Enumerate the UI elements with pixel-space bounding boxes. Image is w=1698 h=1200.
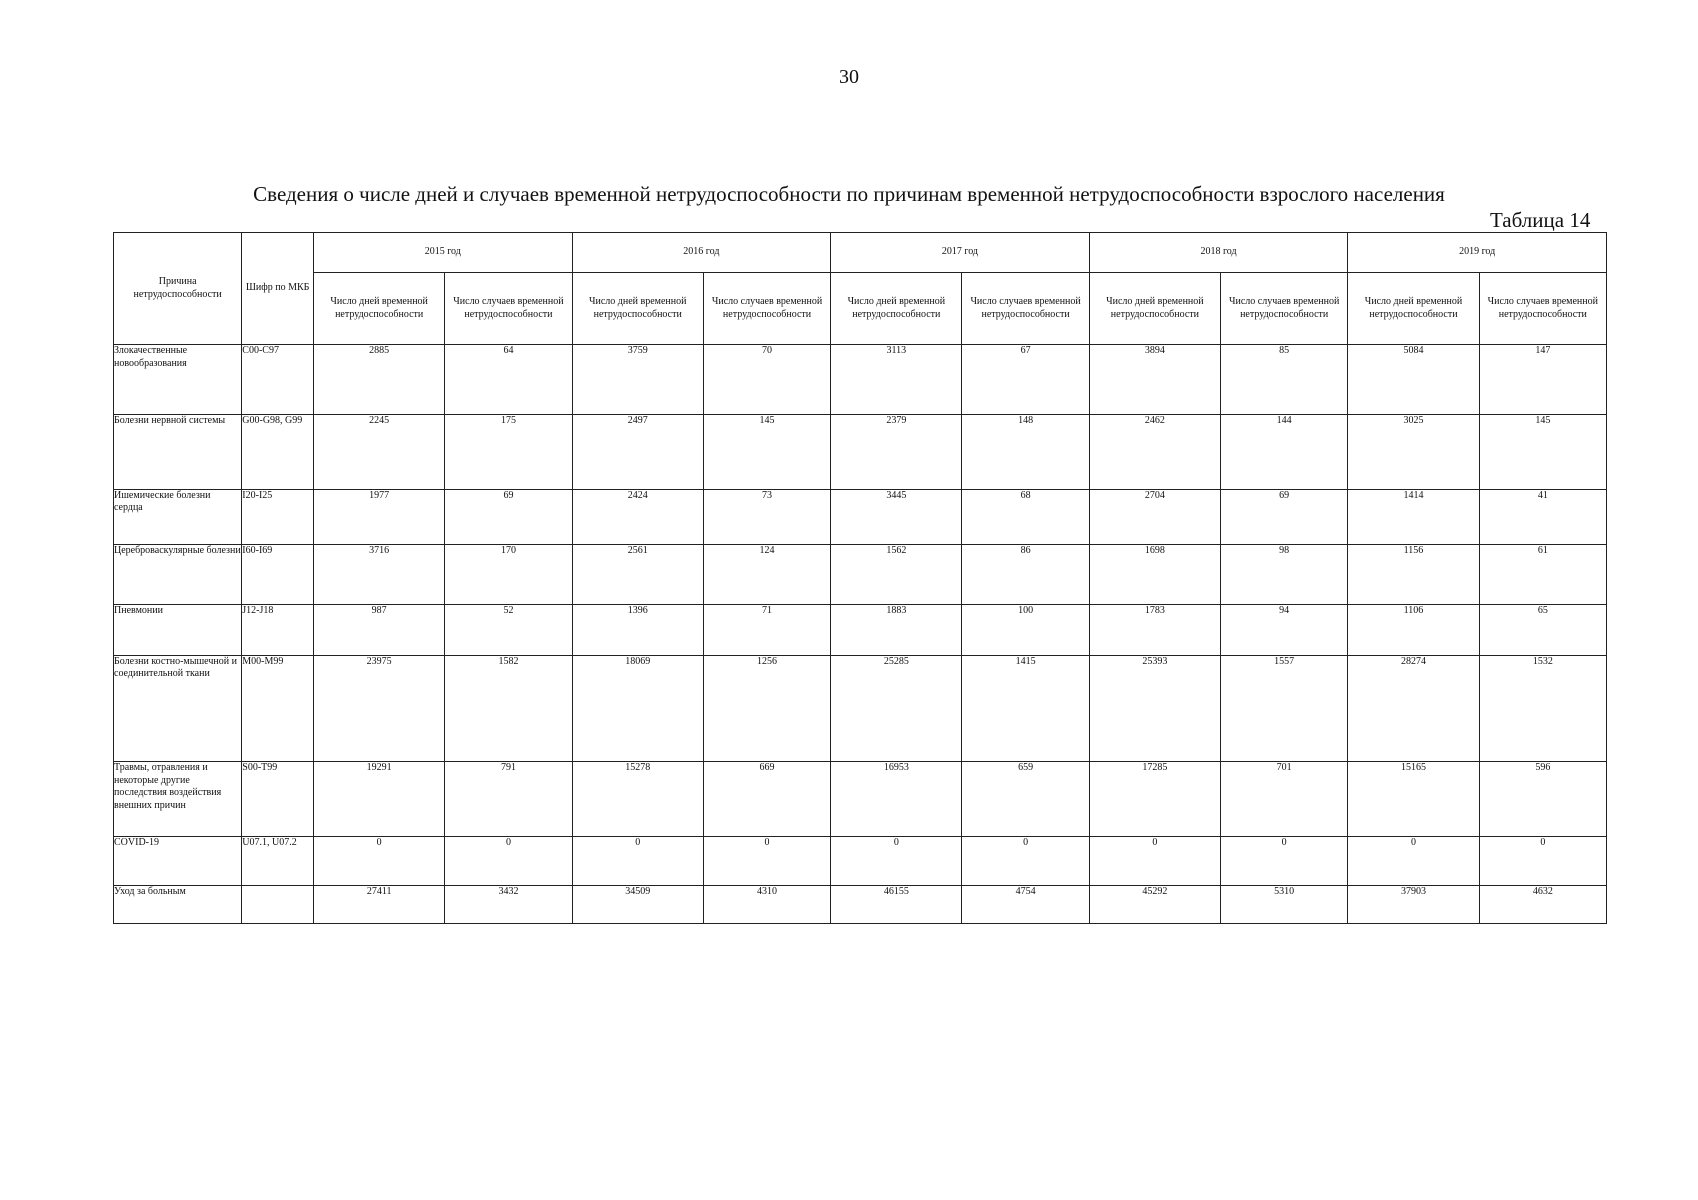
cell-cases: 5310 — [1221, 885, 1348, 923]
header-year: 2017 год — [831, 233, 1090, 273]
header-code: Шифр по МКБ — [242, 233, 314, 345]
cell-cases: 701 — [1221, 762, 1348, 837]
cell-days: 3716 — [314, 545, 445, 605]
cell-cases: 41 — [1479, 489, 1606, 544]
header-cases: Число случаев временной нетрудоспособности — [703, 273, 830, 345]
header-cases: Число случаев временной нетрудоспособности — [445, 273, 572, 345]
cell-days: 1783 — [1089, 604, 1220, 655]
cell-days: 28274 — [1348, 655, 1479, 761]
cell-days: 3759 — [572, 345, 703, 415]
cell-cases: 669 — [703, 762, 830, 837]
header-days: Число дней временной нетрудоспособности — [1089, 273, 1220, 345]
cell-cases: 64 — [445, 345, 572, 415]
cell-cases: 0 — [962, 836, 1089, 885]
cell-code: М00-М99 — [242, 655, 314, 761]
cell-days: 27411 — [314, 885, 445, 923]
cell-cause: Пневмонии — [114, 604, 242, 655]
cell-cases: 100 — [962, 604, 1089, 655]
cell-cause: Травмы, отравления и некоторые другие последствия воздействия внешних причин — [114, 762, 242, 837]
cell-days: 1562 — [831, 545, 962, 605]
cell-cases: 144 — [1221, 415, 1348, 490]
header-year: 2015 год — [314, 233, 573, 273]
cell-days: 3025 — [1348, 415, 1479, 490]
cell-cases: 0 — [1221, 836, 1348, 885]
cell-cases: 67 — [962, 345, 1089, 415]
header-cases: Число случаев временной нетрудоспособности — [1479, 273, 1606, 345]
cell-cause: Болезни костно-мышечной и соединительной ткани — [114, 655, 242, 761]
cell-cases: 73 — [703, 489, 830, 544]
cell-days: 16953 — [831, 762, 962, 837]
cell-days: 0 — [1348, 836, 1479, 885]
cell-code: I20-I25 — [242, 489, 314, 544]
cell-code: I60-I69 — [242, 545, 314, 605]
cell-cases: 175 — [445, 415, 572, 490]
page-number: 30 — [839, 66, 859, 88]
table-row — [114, 762, 1607, 837]
cell-code: U07.1, U07.2 — [242, 836, 314, 885]
header-year: 2016 год — [572, 233, 831, 273]
cell-days: 2245 — [314, 415, 445, 490]
cell-days: 25285 — [831, 655, 962, 761]
table-row — [114, 655, 1607, 761]
cell-days: 2704 — [1089, 489, 1220, 544]
cell-code: J12-J18 — [242, 604, 314, 655]
cell-cause: Болезни нервной системы — [114, 415, 242, 490]
cell-cases: 70 — [703, 345, 830, 415]
cell-cases: 0 — [1479, 836, 1606, 885]
cell-cases: 147 — [1479, 345, 1606, 415]
header-days: Число дней временной нетрудоспособности — [1348, 273, 1479, 345]
cell-days: 0 — [314, 836, 445, 885]
cell-cases: 0 — [445, 836, 572, 885]
cell-days: 2462 — [1089, 415, 1220, 490]
cell-cases: 1557 — [1221, 655, 1348, 761]
cell-days: 15165 — [1348, 762, 1479, 837]
cell-days: 23975 — [314, 655, 445, 761]
cell-days: 1883 — [831, 604, 962, 655]
cell-cases: 94 — [1221, 604, 1348, 655]
cell-cases: 1582 — [445, 655, 572, 761]
cell-cases: 3432 — [445, 885, 572, 923]
cell-days: 37903 — [1348, 885, 1479, 923]
cell-days: 1156 — [1348, 545, 1479, 605]
header-cause: Причина нетрудоспособности — [114, 233, 242, 345]
header-cases: Число случаев временной нетрудоспособности — [1221, 273, 1348, 345]
table-label: Таблица 14 — [1490, 208, 1591, 232]
cell-days: 3894 — [1089, 345, 1220, 415]
cell-cases: 1532 — [1479, 655, 1606, 761]
sick-leave-table — [113, 232, 1607, 924]
cell-days: 987 — [314, 604, 445, 655]
cell-days: 1396 — [572, 604, 703, 655]
cell-cause: COVID-19 — [114, 836, 242, 885]
cell-days: 2424 — [572, 489, 703, 544]
cell-cases: 65 — [1479, 604, 1606, 655]
cell-days: 0 — [572, 836, 703, 885]
cell-days: 18069 — [572, 655, 703, 761]
cell-cases: 124 — [703, 545, 830, 605]
cell-cases: 85 — [1221, 345, 1348, 415]
cell-days: 2885 — [314, 345, 445, 415]
cell-cases: 4632 — [1479, 885, 1606, 923]
cell-code: G00-G98, G99 — [242, 415, 314, 490]
cell-days: 34509 — [572, 885, 703, 923]
cell-days: 45292 — [1089, 885, 1220, 923]
cell-days: 19291 — [314, 762, 445, 837]
table-row — [114, 415, 1607, 490]
cell-days: 1414 — [1348, 489, 1479, 544]
cell-cases: 1415 — [962, 655, 1089, 761]
cell-cases: 148 — [962, 415, 1089, 490]
cell-days: 1106 — [1348, 604, 1479, 655]
cell-cases: 71 — [703, 604, 830, 655]
header-row-years — [114, 233, 1607, 273]
cell-cases: 596 — [1479, 762, 1606, 837]
table-row — [114, 885, 1607, 923]
cell-cause: Цереброваскулярные болезни — [114, 545, 242, 605]
cell-days: 3445 — [831, 489, 962, 544]
document-title: Сведения о числе дней и случаев временной нетрудоспособности по причинам временной нетрудоспособности взрослого населения — [253, 182, 1445, 206]
cell-days: 2379 — [831, 415, 962, 490]
cell-cases: 52 — [445, 604, 572, 655]
cell-code: С00-С97 — [242, 345, 314, 415]
cell-days: 1698 — [1089, 545, 1220, 605]
table-row — [114, 836, 1607, 885]
cell-cases: 659 — [962, 762, 1089, 837]
cell-cases: 145 — [703, 415, 830, 490]
cell-cases: 69 — [1221, 489, 1348, 544]
header-days: Число дней временной нетрудоспособности — [314, 273, 445, 345]
cell-cause: Уход за больным — [114, 885, 242, 923]
cell-cases: 68 — [962, 489, 1089, 544]
header-row-sub — [114, 273, 1607, 345]
cell-days: 25393 — [1089, 655, 1220, 761]
cell-days: 46155 — [831, 885, 962, 923]
header-cases: Число случаев временной нетрудоспособности — [962, 273, 1089, 345]
cell-code — [242, 885, 314, 923]
cell-days: 2497 — [572, 415, 703, 490]
header-days: Число дней временной нетрудоспособности — [572, 273, 703, 345]
header-days: Число дней временной нетрудоспособности — [831, 273, 962, 345]
table-row — [114, 545, 1607, 605]
cell-days: 0 — [831, 836, 962, 885]
cell-days: 15278 — [572, 762, 703, 837]
cell-cases: 69 — [445, 489, 572, 544]
cell-days: 5084 — [1348, 345, 1479, 415]
table-row — [114, 604, 1607, 655]
cell-cases: 86 — [962, 545, 1089, 605]
cell-days: 1977 — [314, 489, 445, 544]
cell-cases: 791 — [445, 762, 572, 837]
header-year: 2019 год — [1348, 233, 1607, 273]
cell-days: 17285 — [1089, 762, 1220, 837]
cell-cases: 1256 — [703, 655, 830, 761]
cell-cases: 4310 — [703, 885, 830, 923]
cell-cases: 4754 — [962, 885, 1089, 923]
cell-days: 3113 — [831, 345, 962, 415]
table-row — [114, 489, 1607, 544]
cell-cases: 61 — [1479, 545, 1606, 605]
cell-cases: 145 — [1479, 415, 1606, 490]
table-row — [114, 345, 1607, 415]
cell-days: 2561 — [572, 545, 703, 605]
cell-code: S00-T99 — [242, 762, 314, 837]
cell-cases: 0 — [703, 836, 830, 885]
cell-cause: Ишемические болезни сердца — [114, 489, 242, 544]
cell-cause: Злокачественные новообразования — [114, 345, 242, 415]
header-year: 2018 год — [1089, 233, 1348, 273]
cell-days: 0 — [1089, 836, 1220, 885]
cell-cases: 170 — [445, 545, 572, 605]
cell-cases: 98 — [1221, 545, 1348, 605]
